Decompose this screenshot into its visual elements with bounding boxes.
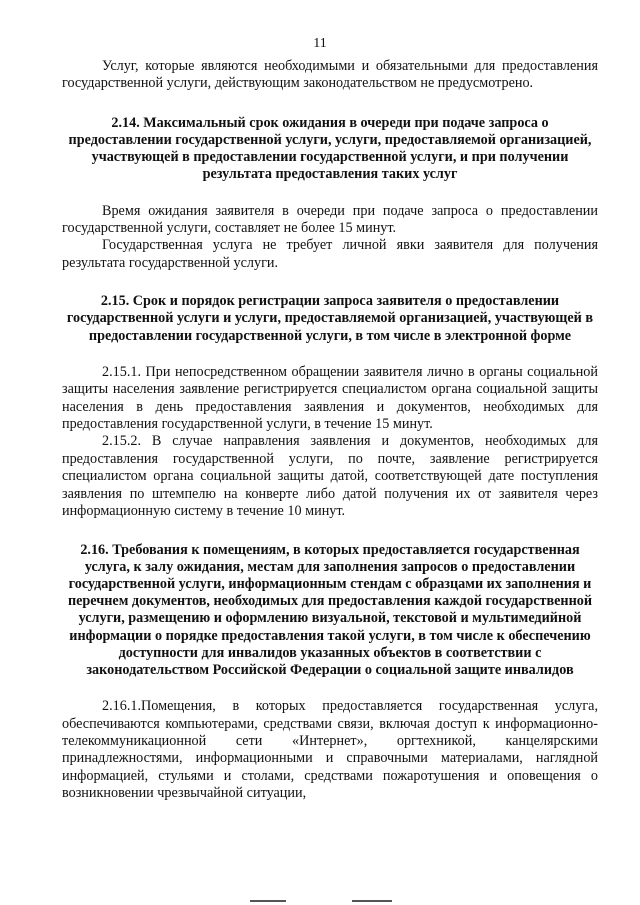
section-2-15-heading: 2.15. Срок и порядок регистрации запроса заявителя о предоставлении государственной услуги и услуги, предоставляемой организацией, участвующей в предоставлении государственной услуги, в том числе в электронной форме — [66, 293, 594, 344]
section-2-14-paragraph: Время ожидания заявителя в очереди при подаче запроса о предоставлении государственной услуги, составляет не более 15 минут. — [62, 202, 598, 237]
intro-paragraph: Услуг, которые являются необходимыми и обязательными для предоставления государственной услуги, действующим законодательством не предусмотрено. — [62, 58, 598, 92]
document-body — [62, 58, 598, 803]
page-number: 11 — [313, 36, 327, 51]
section-2-15-paragraph: 2.15.1. При непосредственном обращении заявителя лично в органы социальной защиты населения заявление регистрируется специалистом органа социальной защиты населения в день предоставления заявления и документов, необходимых для предоставления государственной услуги, в течение 15 минут. — [62, 363, 598, 433]
section-2-16-paragraph: 2.16.1.Помещения, в которых предоставляется государственная услуга, обеспечиваются компьютерами, средствами связи, включая доступ к информационно-телекоммуникационной сети «Интернет», оргтехникой, канцелярскими принадлежностями, информационными и справочными материалами, наглядной информацией, стульями и столами, средствами пожаротушения и оповещения о возникновении чрезвычайной ситуации, — [62, 698, 598, 802]
section-2-15-paragraph: 2.15.2. В случае направления заявления и документов, необходимых для предоставления государственной услуги, по почте, заявление регистрируется специалистом органа социальной защиты датой, соответствующей дате поступления заявления по штемпелю на конверте либо датой получения их от заявителя через информационную систему в течение 10 минут. — [62, 433, 598, 520]
section-2-14-heading: 2.14. Максимальный срок ожидания в очереди при подаче запроса о предоставлении государственной услуги, услуги, предоставляемой организацией, участвующей в предоставлении государственной услуги, и при получении результата предоставления таких услуг — [68, 114, 592, 183]
section-2-14-paragraph: Государственная услуга не требует личной явки заявителя для получения результата государственной услуги. — [62, 237, 598, 271]
section-2-16-heading: 2.16. Требования к помещениям, в которых предоставляется государственная услуга, к залу ожидания, местам для заполнения запросов о предоставлении государственной услуги, информационным стендам с образцами их заполнения и перечнем документов, необходимых для предоставления каждой государственной услуги, размещению и оформлению визуальной, текстовой и мультимедийной информации о порядке предоставления такой услуги, в том числе к обеспечению доступности для инвалидов указанных объектов в соответствии с законодательством Российской Федерации о социальной защите инвалидов — [67, 541, 593, 678]
scan-edge-marks — [0, 895, 640, 905]
scan-mark — [352, 900, 392, 902]
scan-mark — [250, 900, 286, 902]
